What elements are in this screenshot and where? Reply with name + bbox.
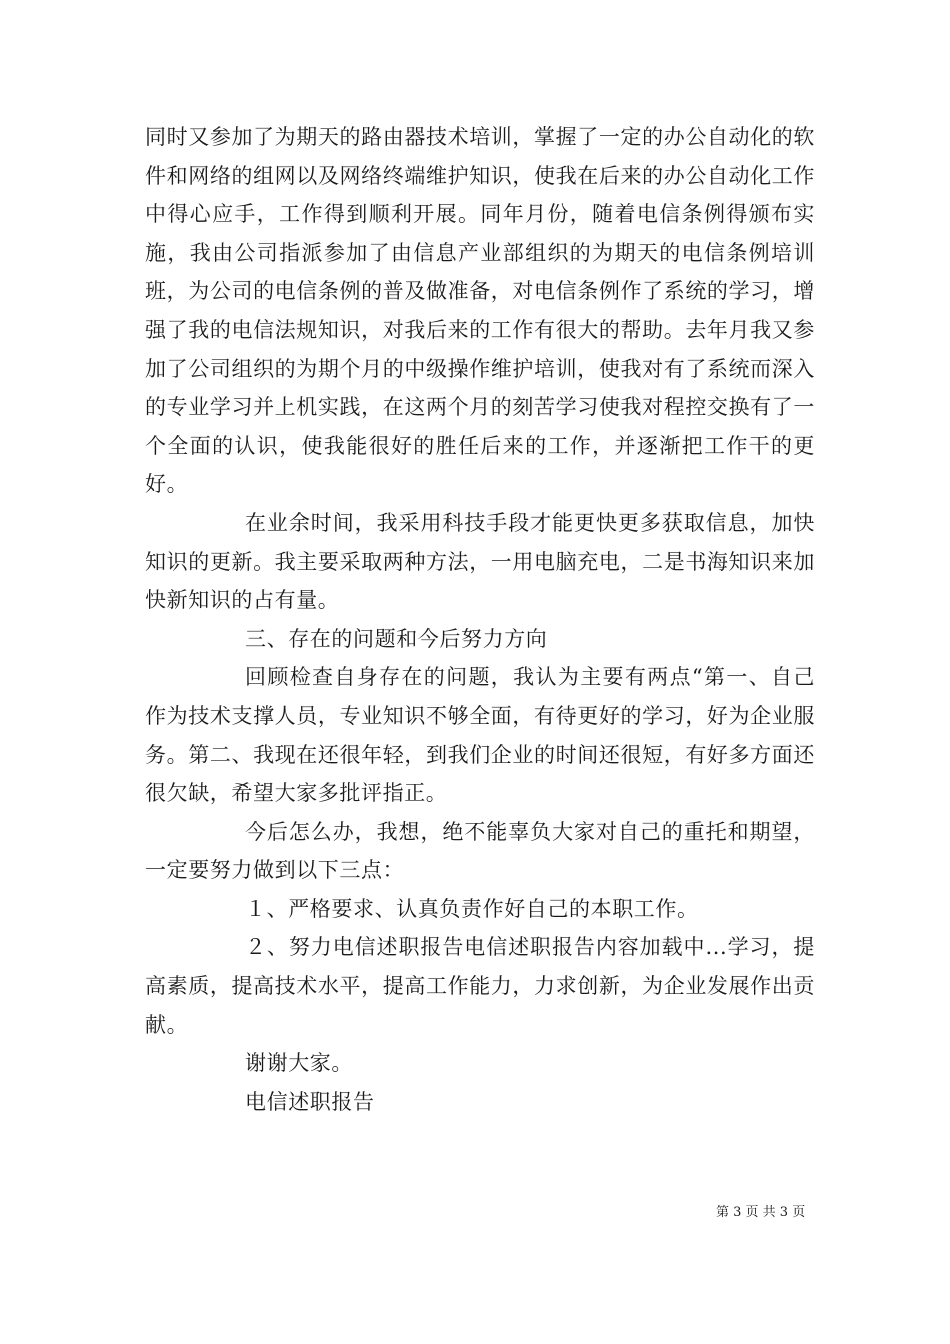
document-title-footer: 电信述职报告	[245, 1089, 375, 1114]
page-number: 第 3 页 共 3 页	[716, 1205, 806, 1220]
paragraph-training: 同时又参加了为期天的路由器技术培训，掌握了一定的办公自动化的软件和网络的组网以及网络终端维护知识，使我在后来的办公自动化工作中得心应手，工作得到顺利开展。同年月份，随着电信条例得颁布实施，我由公司指派参加了由信息产业部组织的为期天的电信条例培训班，为公司的电信条例的普及做准备，对电信条例作了系统的学习，增强了我的电信法规知识，对我后来的工作有很大的帮助。去年月我又参加了公司组织的为期个月的中级操作维护培训，使我对有了系统而深入的专业学习并上机实践，在这两个月的刻苦学习使我对程控交换有了一个全面的认识，使我能很好的胜任后来的工作，并逐渐把工作干的更好。	[145, 125, 815, 497]
document-body	[145, 118, 815, 1121]
paragraph-future-plan: 今后怎么办，我想，绝不能辜负大家对自己的重托和期望，一定要努力做到以下三点：	[145, 819, 815, 883]
paragraph-self-review: 回顾检查自身存在的问题，我认为主要有两点“第一、自己作为技术支撑人员，专业知识不够全面，有待更好的学习，好为企业服务。第二、我现在还很年轻，到我们企业的时间还很短，有好多方面还很欠缺，希望大家多批评指正。	[145, 665, 815, 806]
list-item-1: １、严格要求、认真负责作好自己的本职工作。	[245, 896, 699, 921]
paragraph-spare-time-learning: 在业余时间，我采用科技手段才能更快更多获取信息，加快知识的更新。我主要采取两种方法，一用电脑充电，二是书海知识来加快新知识的占有量。	[145, 510, 815, 613]
closing-thanks: 谢谢大家。	[245, 1051, 353, 1076]
section-heading-problems: 三、存在的问题和今后努力方向	[245, 626, 548, 651]
list-item-2: ２、努力电信述职报告电信述职报告内容加载中...学习，提高素质，提高技术水平，提高工作能力，力求创新，为企业发展作出贡献。	[145, 935, 815, 1037]
